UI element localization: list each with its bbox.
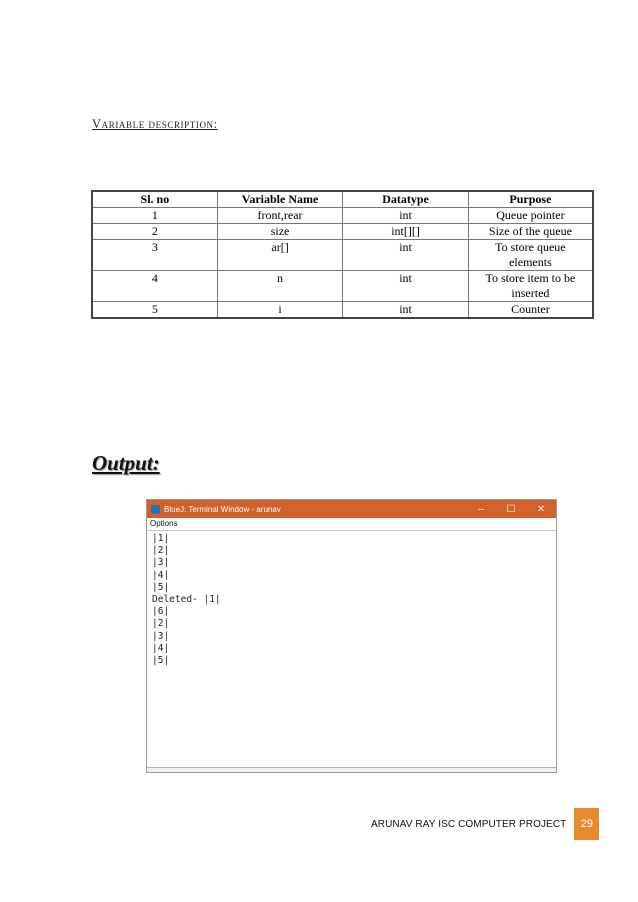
output-line: |4| (152, 642, 170, 654)
terminal-menubar (147, 518, 556, 531)
cell-variable-name: ar[] (217, 240, 343, 271)
close-icon[interactable]: ✕ (536, 503, 546, 515)
variable-table (91, 190, 594, 319)
header-datatype: Datatype (343, 191, 469, 208)
footer-text: ARUNAV RAY ISC COMPUTER PROJECT (371, 818, 567, 830)
output-line: |6| (152, 606, 170, 618)
table-row (92, 302, 593, 319)
output-line: |5| (152, 655, 170, 667)
output-heading: Output: (92, 451, 160, 475)
terminal-title-bar (147, 500, 556, 518)
cell-purpose: To store item to be inserted (468, 271, 593, 302)
header-variable-name: Variable Name (217, 191, 343, 208)
table-row (92, 240, 593, 271)
terminal-window-screenshot (146, 499, 557, 773)
cell-purpose: To store queue elements (468, 240, 593, 271)
terminal-bottom-edge (147, 767, 556, 772)
cell-purpose: Queue pointer (468, 208, 593, 224)
output-line: |1| (152, 533, 170, 544)
table-row (92, 224, 593, 240)
table-header-row (92, 191, 593, 208)
header-purpose: Purpose (468, 191, 593, 208)
menu-options[interactable]: Options (150, 519, 178, 528)
cell-variable-name: n (217, 271, 343, 302)
terminal-title: BlueJ: Terminal Window - arunav (164, 504, 281, 514)
output-line: |2| (152, 545, 170, 557)
cell-sl-no: 5 (92, 302, 217, 319)
page-footer (371, 808, 599, 840)
header-sl-no: Sl. no (92, 191, 217, 208)
cell-datatype: int (343, 271, 469, 302)
maximize-icon[interactable]: ☐ (506, 503, 516, 515)
table-row (92, 208, 593, 224)
cell-purpose: Counter (468, 302, 593, 319)
section-heading: Variable description: (92, 117, 218, 131)
output-line: |3| (152, 557, 170, 569)
cell-datatype: int (343, 240, 469, 271)
cell-purpose: Size of the queue (468, 224, 593, 240)
output-line: Deleted- |1| (152, 594, 221, 606)
output-line: |3| (152, 630, 170, 642)
bluej-app-icon (151, 505, 160, 514)
cell-datatype: int (343, 302, 469, 319)
cell-sl-no: 4 (92, 271, 217, 302)
page-number-badge: 29 (574, 808, 599, 840)
output-line: |2| (152, 618, 170, 630)
cell-sl-no: 1 (92, 208, 217, 224)
cell-datatype: int[][] (343, 224, 469, 240)
cell-datatype: int (343, 208, 469, 224)
cell-sl-no: 3 (92, 240, 217, 271)
output-line: |5| (152, 581, 170, 593)
terminal-output (147, 531, 556, 667)
output-line: |4| (152, 569, 170, 581)
cell-variable-name: i (217, 302, 343, 319)
cell-variable-name: size (217, 224, 343, 240)
table-row (92, 271, 593, 302)
minimize-icon[interactable]: – (478, 503, 484, 515)
cell-variable-name: front,rear (217, 208, 343, 224)
cell-sl-no: 2 (92, 224, 217, 240)
